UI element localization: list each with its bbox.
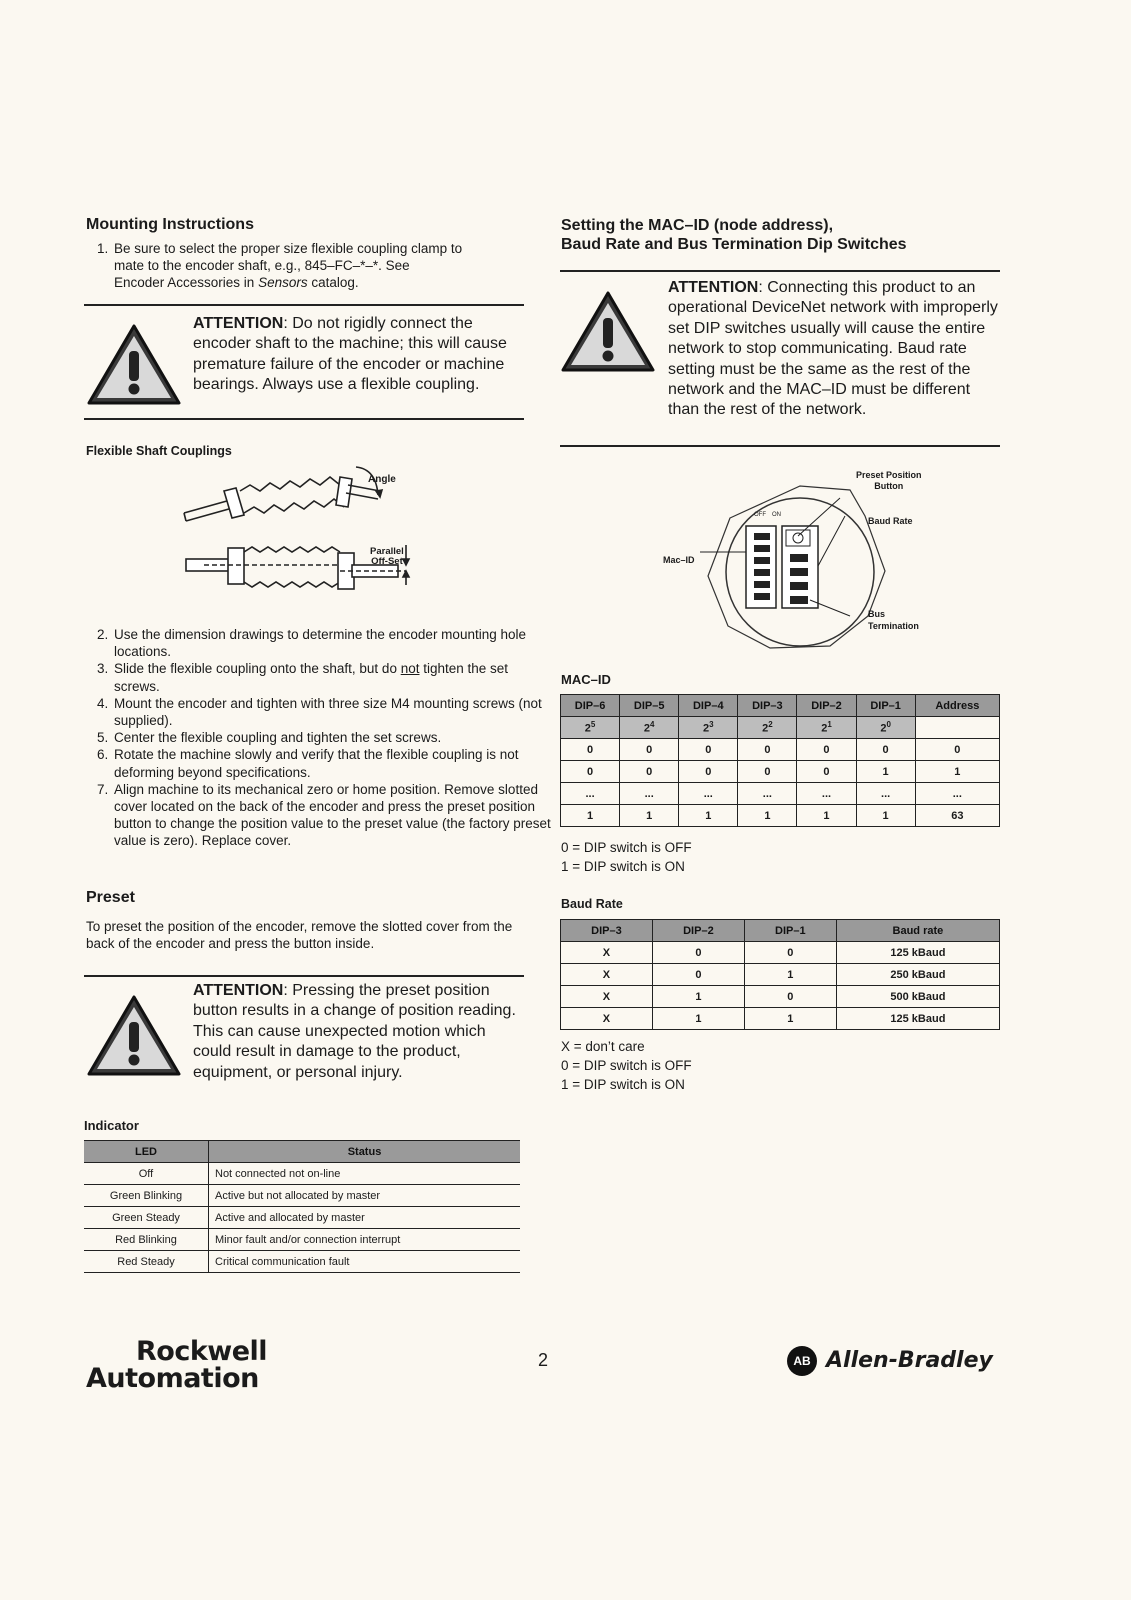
mounting-step-1: 1. Be sure to select the proper size flexible coupling clamp to mate to the encoder shaft, e.g., 845–FC–*–*. See Encoder Accessories in Sensors catalog.	[86, 240, 552, 292]
label-angle: Angle	[368, 474, 396, 485]
divider	[560, 270, 1000, 272]
table-row: Red Steady Critical communication fault	[84, 1251, 520, 1273]
table-row: X 0 1 250 kBaud	[561, 964, 1000, 986]
preset-text: To preset the position of the encoder, remove the slotted cover from the back of the encoder and press the button inside.	[86, 919, 513, 951]
rockwell-automation-logo: Rockwell Automation	[86, 1336, 268, 1394]
step-6: 6. Rotate the machine slowly and verify that the flexible coupling is not deforming beyond specifications.	[112, 746, 552, 780]
allen-bradley-logo: Allen-Bradley	[826, 1348, 993, 1373]
table-row: 1 1 1 1 1 1 63	[561, 805, 1000, 827]
step-5: 5. Center the flexible coupling and tighten the set screws.	[112, 729, 552, 746]
divider	[560, 445, 1000, 447]
table-row: ... ... ... ... ... ... ...	[561, 783, 1000, 805]
indicator-heading: Indicator	[84, 1118, 139, 1133]
allen-bradley-badge-icon: AB	[787, 1346, 817, 1376]
macid-legend: 0 = DIP switch is OFF 1 = DIP switch is ON	[561, 840, 692, 874]
label-preset-position: Preset Position Button	[856, 470, 922, 491]
baud-legend: X = don’t care 0 = DIP switch is OFF 1 = DIP switch is ON	[561, 1039, 692, 1092]
mounting-heading: Mounting Instructions	[86, 216, 254, 233]
warning-icon	[86, 994, 182, 1078]
step-4: 4. Mount the encoder and tighten with three size M4 mounting screws (not supplied).	[112, 695, 552, 729]
baud-table: DIP–3 DIP–2 DIP–1 Baud rate X 0 0 125 kBaud X 0 1 250 kBaud X 1 0 500 kBaud X 1 1 125 kBaud	[560, 919, 1000, 1030]
mounting-steps	[86, 626, 552, 850]
warning-icon	[560, 290, 656, 374]
label-mac-id: Mac–ID	[663, 555, 695, 565]
table-row: 0 0 0 0 0 0 0	[561, 739, 1000, 761]
table-row: Red Blinking Minor fault and/or connection interrupt	[84, 1229, 520, 1251]
label-off: OFF	[754, 512, 766, 518]
label-bus-termination: Bus Termination	[868, 609, 919, 631]
table-row: Off Not connected not on-line	[84, 1163, 520, 1185]
divider	[84, 418, 524, 420]
table-row: Green Steady Active and allocated by master	[84, 1207, 520, 1229]
step-2: 2. Use the dimension drawings to determine the encoder mounting hole locations.	[112, 626, 552, 660]
preset-heading: Preset	[86, 889, 135, 906]
macid-table: DIP–6 DIP–5 DIP–4 DIP–3 DIP–2 DIP–1 Address $2^5$ $2^4$ $2^3$ $2^2$ $2^1$ $2^0$ 0 0 0 0 0 0 0 0 0 0 0 0 1 1 ... ... ... ... ... ... ... 1 1 1 1 1 1 63	[560, 694, 1000, 827]
attention-preset: ATTENTION: Pressing the preset position button results in a change of position reading. This can cause unexpected motion which could result in damage to the product, equipment, or personal injury.	[193, 982, 516, 1081]
right-heading: Setting the MAC–ID (node address), Baud Rate and Bus Termination Dip Switches	[561, 217, 907, 253]
attention-rigid-connect: ATTENTION: Do not rigidly connect the encoder shaft to the machine; this will cause premature failure of the encoder or machine bearings. Always use a flexible coupling.	[193, 315, 507, 394]
step-7: 7. Align machine to its mechanical zero or home position. Remove slotted cover located on the back of the encoder and press the preset position button to change the position value to the preset value (the factory preset value is zero). Replace cover.	[112, 781, 552, 850]
divider	[84, 304, 524, 306]
divider	[84, 975, 524, 977]
macid-heading: MAC–ID	[561, 672, 611, 687]
table-row: X 0 0 125 kBaud	[561, 942, 1000, 964]
indicator-table: LED Status Off Not connected not on-line Green Blinking Active but not allocated by master Green Steady Active and allocated by master Red Blinking Minor fault and/or connection interrupt Red Steady Critical communication fault	[84, 1140, 520, 1273]
page-number: 2	[538, 1350, 549, 1370]
label-on: ON	[772, 512, 781, 518]
table-row: Green Blinking Active but not allocated by master	[84, 1185, 520, 1207]
table-row: 0 0 0 0 0 1 1	[561, 761, 1000, 783]
table-row: X 1 0 500 kBaud	[561, 986, 1000, 1008]
couplings-heading: Flexible Shaft Couplings	[86, 444, 232, 458]
table-row: $2^5$ $2^4$ $2^3$ $2^2$ $2^1$ $2^0$	[561, 717, 1000, 739]
label-parallel-offset: Parallel Off-Set	[370, 546, 404, 567]
baud-heading: Baud Rate	[561, 897, 623, 911]
warning-icon	[86, 323, 182, 407]
attention-devicenet: ATTENTION: Connecting this product to an operational DeviceNet network with improperly set DIP switches usually will cause the entire network to stop communicating. Baud rate setting must be the same as the rest of the network and the MAC–ID must be different than the rest of the network.	[668, 279, 998, 419]
label-baud-rate: Baud Rate	[868, 516, 913, 526]
table-row: X 1 1 125 kBaud	[561, 1008, 1000, 1030]
step-3: 3. Slide the flexible coupling onto the shaft, but do not tighten the set screws.	[112, 660, 552, 694]
